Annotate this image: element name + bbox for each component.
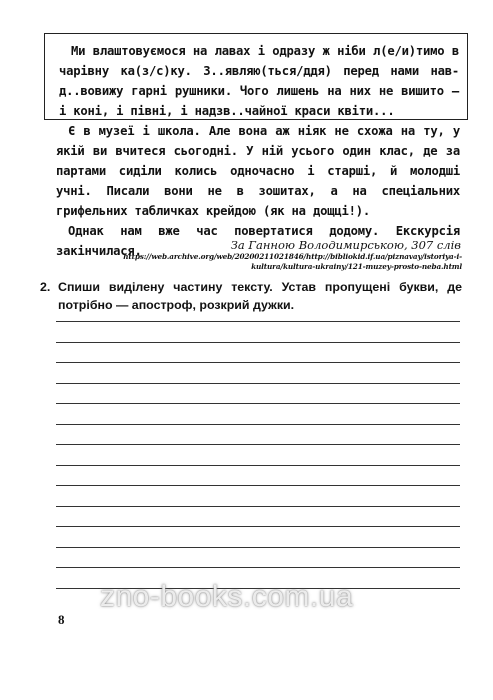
task-2	[40, 278, 462, 314]
writing-line[interactable]	[56, 485, 460, 486]
writing-line[interactable]	[56, 342, 460, 343]
writing-line[interactable]	[56, 465, 460, 466]
task-instruction: Спиши виділену частину тексту. Устав пропущені букви, де потрібно — апостроф, розкрий дужки.	[58, 280, 462, 312]
boxed-excerpt-text: Ми влаштовуємося на лавах і одразу ж ніби л(е/и)тимо в чарівну ка(з/с)ку. З..являю(ться/ддя) перед нами нав-д..вовижу гарні рушники. Чого лишень на них не вишито — і коні, і півні, і надзв..чайної краси квіти...	[59, 44, 459, 118]
writing-line[interactable]	[56, 547, 460, 548]
writing-line[interactable]	[56, 567, 460, 568]
paragraph-school: Є в музеї і школа. Але вона аж ніяк не схожа на ту, у якій ви вчитеся сьогодні. У ній усього один клас, де за партами сиділи колись одночасно і старші, й молодші учні. Писали вони не в зошитах, а на спеціальних грифельних табличках крейдою (як на дощці!).	[56, 124, 460, 218]
writing-line[interactable]	[56, 424, 460, 425]
page-number: 8	[58, 612, 65, 627]
writing-line[interactable]	[56, 383, 460, 384]
task-number: 2.	[40, 280, 51, 294]
highlighted-text-box	[44, 33, 468, 120]
watermark: zno-books.com.ua	[100, 580, 354, 613]
writing-line[interactable]	[56, 321, 460, 322]
author-attribution: За Ганною Володимирською, 307 слів	[230, 238, 461, 252]
writing-line[interactable]	[56, 362, 460, 363]
writing-line[interactable]	[56, 444, 460, 445]
writing-line[interactable]	[56, 526, 460, 527]
writing-line[interactable]	[56, 403, 460, 404]
writing-line[interactable]	[56, 506, 460, 507]
source-url: https://web.archive.org/web/20200211021846/http://bibliokid.if.ua/piznavay/istoriya-i-kultura/kultura-ukrainy/121-muzey-prosto-neba.html	[123, 252, 462, 271]
paragraph-ending: Однак нам вже час повертатися додому. Екскурсія закінчилася.	[56, 224, 460, 258]
writing-lines[interactable]	[56, 321, 460, 591]
